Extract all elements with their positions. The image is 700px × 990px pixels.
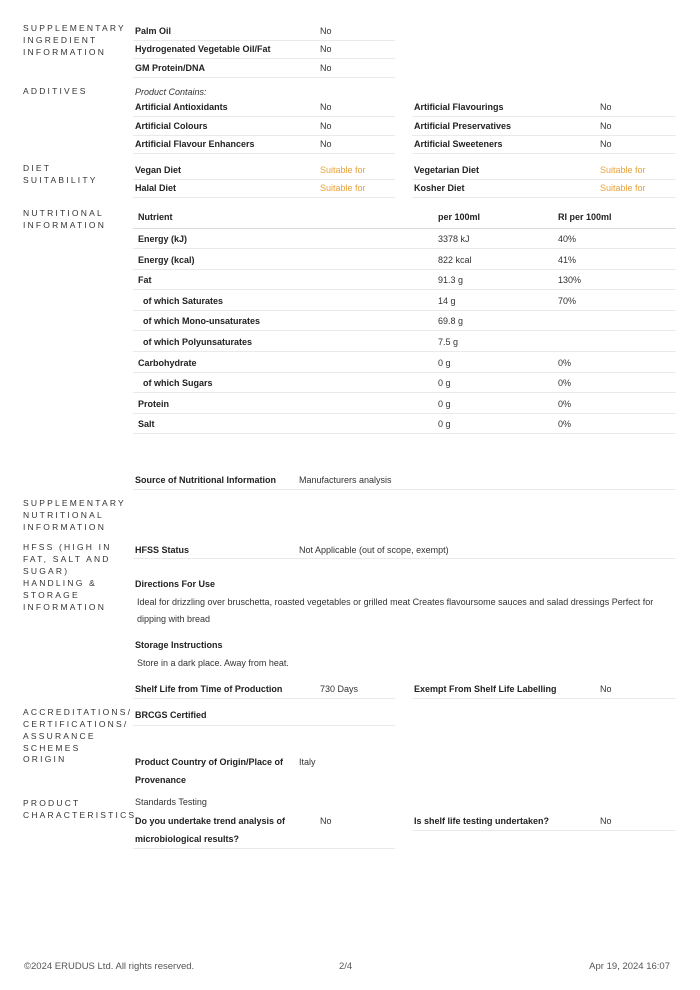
shelf-life-testing-value: No [600,816,612,826]
divider [133,197,395,198]
nutrient-name: Fat [138,275,152,285]
brcgs-certified-label: BRCGS Certified [135,710,207,720]
artificial-sweeteners-value: No [600,139,612,149]
nutrient-ri: 0% [558,378,572,388]
divider [133,698,395,699]
footer-copyright: ©2024 ERUDUS Ltd. All rights reserved. [24,961,195,972]
artificial-preservatives-label: Artificial Preservatives [414,121,512,131]
nutrient-per-100ml: 7.5 g [438,337,459,347]
footer-date: Apr 19, 2024 16:07 [589,961,670,972]
nutrient-name: Energy (kJ) [138,234,188,244]
trend-analysis-label-line1: Do you undertake trend analysis of [135,816,286,826]
section-label-additives: ADDITIVES [23,86,88,96]
divider [133,40,395,41]
nutrient-per-100ml: 3378 kJ [438,234,470,244]
nutrient-per-100ml: 0 g [438,378,451,388]
nutrient-per-100ml: 0 g [438,419,451,429]
standards-testing-heading: Standards Testing [135,797,207,807]
nutrient-name: of which Saturates [143,296,224,306]
product-contains-intro: Product Contains: [135,87,207,97]
nutrient-per-100ml: 0 g [438,358,451,368]
section-label-nutritional: NUTRITIONAL INFORMATION [23,208,107,230]
palm-oil-label: Palm Oil [135,26,172,36]
table-row-divider [133,351,676,352]
per-100ml-header: per 100ml [438,212,481,222]
nutrient-ri: 70% [558,296,577,306]
shelf-life-testing-label: Is shelf life testing undertaken? [414,816,550,826]
shelf-life-label: Shelf Life from Time of Production [135,684,283,694]
nutrition-source-label: Source of Nutritional Information [135,475,276,485]
nutrient-ri: 0% [558,358,572,368]
vegetarian-diet-label: Vegetarian Diet [414,165,480,175]
table-row-divider [133,310,676,311]
divider [133,489,676,490]
divider [412,116,676,117]
storage-text: Store in a dark place. Away from heat. [137,658,289,668]
exempt-labelling-value: No [600,684,612,694]
directions-text: Ideal for drizzling over bruschetta, roasted vegetables or grilled meat Creates flavoursome sauces and salad dressings Perfect for dipping with bread [137,597,654,624]
country-origin-label-line2: Provenance [135,775,187,785]
table-row-divider [133,289,676,290]
storage-title: Storage Instructions [135,640,223,650]
divider [133,558,676,559]
section-label-hfss: HFSS (HIGH IN FAT, SALT AND SUGAR) [23,542,112,576]
divider [412,698,676,699]
divider [133,116,395,117]
table-row-divider [133,248,676,249]
nutrient-name: of which Polyunsaturates [143,337,253,347]
artificial-antioxidants-label: Artificial Antioxidants [135,102,228,112]
section-label-diet: DIET SUITABILITY [23,163,98,185]
nutrient-ri: 0% [558,419,572,429]
hydrogenated-oil-value: No [320,44,332,54]
footer-page-number: 2/4 [339,961,353,972]
exempt-labelling-label: Exempt From Shelf Life Labelling [414,684,557,694]
vegetarian-diet-value: Suitable for [600,165,646,175]
artificial-antioxidants-value: No [320,102,332,112]
nutrient-name: Energy (kcal) [138,255,195,265]
table-row-divider [133,392,676,393]
country-origin-value: Italy [299,757,316,767]
nutrient-per-100ml: 0 g [438,399,451,409]
kosher-diet-label: Kosher Diet [414,183,465,193]
table-row-divider [133,433,676,434]
halal-diet-value: Suitable for [320,183,366,193]
trend-analysis-label-line2: microbiological results? [135,834,240,844]
divider [133,77,395,78]
section-label-origin: ORIGIN [23,754,67,764]
artificial-flavourings-value: No [600,102,612,112]
divider [133,848,395,849]
artificial-preservatives-value: No [600,121,612,131]
divider [412,135,676,136]
nutrient-per-100ml: 91.3 g [438,275,464,285]
table-row-divider [133,372,676,373]
nutrient-name: Protein [138,399,170,409]
artificial-sweeteners-label: Artificial Sweeteners [414,139,503,149]
section-label-handling: HANDLING & STORAGE INFORMATION [23,578,107,612]
divider [412,179,676,180]
nutrient-per-100ml: 14 g [438,296,456,306]
shelf-life-value: 730 Days [320,684,359,694]
nutrient-ri: 0% [558,399,572,409]
table-row-divider [133,269,676,270]
divider [133,228,676,229]
artificial-colours-label: Artificial Colours [135,121,208,131]
section-label-product-characteristics: PRODUCT CHARACTERISTICS [23,798,137,820]
table-row-divider [133,330,676,331]
artificial-flavour-enhancers-label: Artificial Flavour Enhancers [135,139,255,149]
hfss-status-value: Not Applicable (out of scope, exempt) [299,545,449,555]
palm-oil-value: No [320,26,332,36]
nutrient-name: of which Sugars [143,378,213,388]
nutrient-per-100ml: 822 kcal [438,255,472,265]
divider [133,179,395,180]
nutrient-per-100ml: 69.8 g [438,316,464,326]
hydrogenated-oil-label: Hydrogenated Vegetable Oil/Fat [135,44,271,54]
divider [412,197,676,198]
country-origin-label-line1: Product Country of Origin/Place of [135,757,284,767]
vegan-diet-label: Vegan Diet [135,165,182,175]
nutrition-source-value: Manufacturers analysis [299,475,392,485]
artificial-colours-value: No [320,121,332,131]
divider [133,725,395,726]
nutrient-header: Nutrient [138,212,173,222]
nutrient-name: Carbohydrate [138,358,197,368]
nutrient-ri: 41% [558,255,577,265]
divider [133,153,395,154]
artificial-flavour-enhancers-value: No [320,139,332,149]
vegan-diet-value: Suitable for [320,165,366,175]
kosher-diet-value: Suitable for [600,183,646,193]
section-label-supplementary-nutritional: SUPPLEMENTARY NUTRITIONAL INFORMATION [23,498,126,532]
table-row-divider [133,413,676,414]
ri-header: RI per 100ml [558,212,612,222]
divider [133,58,395,59]
nutrient-name: of which Mono-unsaturates [143,316,260,326]
section-label-accreditations: ACCREDITATIONS/ CERTIFICATIONS/ ASSURANCE SCHEMES [23,707,133,753]
trend-analysis-value: No [320,816,332,826]
nutrient-ri: 40% [558,234,577,244]
gm-protein-value: No [320,63,332,73]
divider [412,153,676,154]
gm-protein-label: GM Protein/DNA [135,63,206,73]
section-label-supplementary-ingredient: SUPPLEMENTARY INGREDIENT INFORMATION [23,23,126,57]
artificial-flavourings-label: Artificial Flavourings [414,102,504,112]
nutrient-name: Salt [138,419,155,429]
hfss-status-label: HFSS Status [135,545,190,555]
divider [133,135,395,136]
nutrient-ri: 130% [558,275,582,285]
halal-diet-label: Halal Diet [135,183,177,193]
directions-title: Directions For Use [135,579,216,589]
divider [412,830,676,831]
